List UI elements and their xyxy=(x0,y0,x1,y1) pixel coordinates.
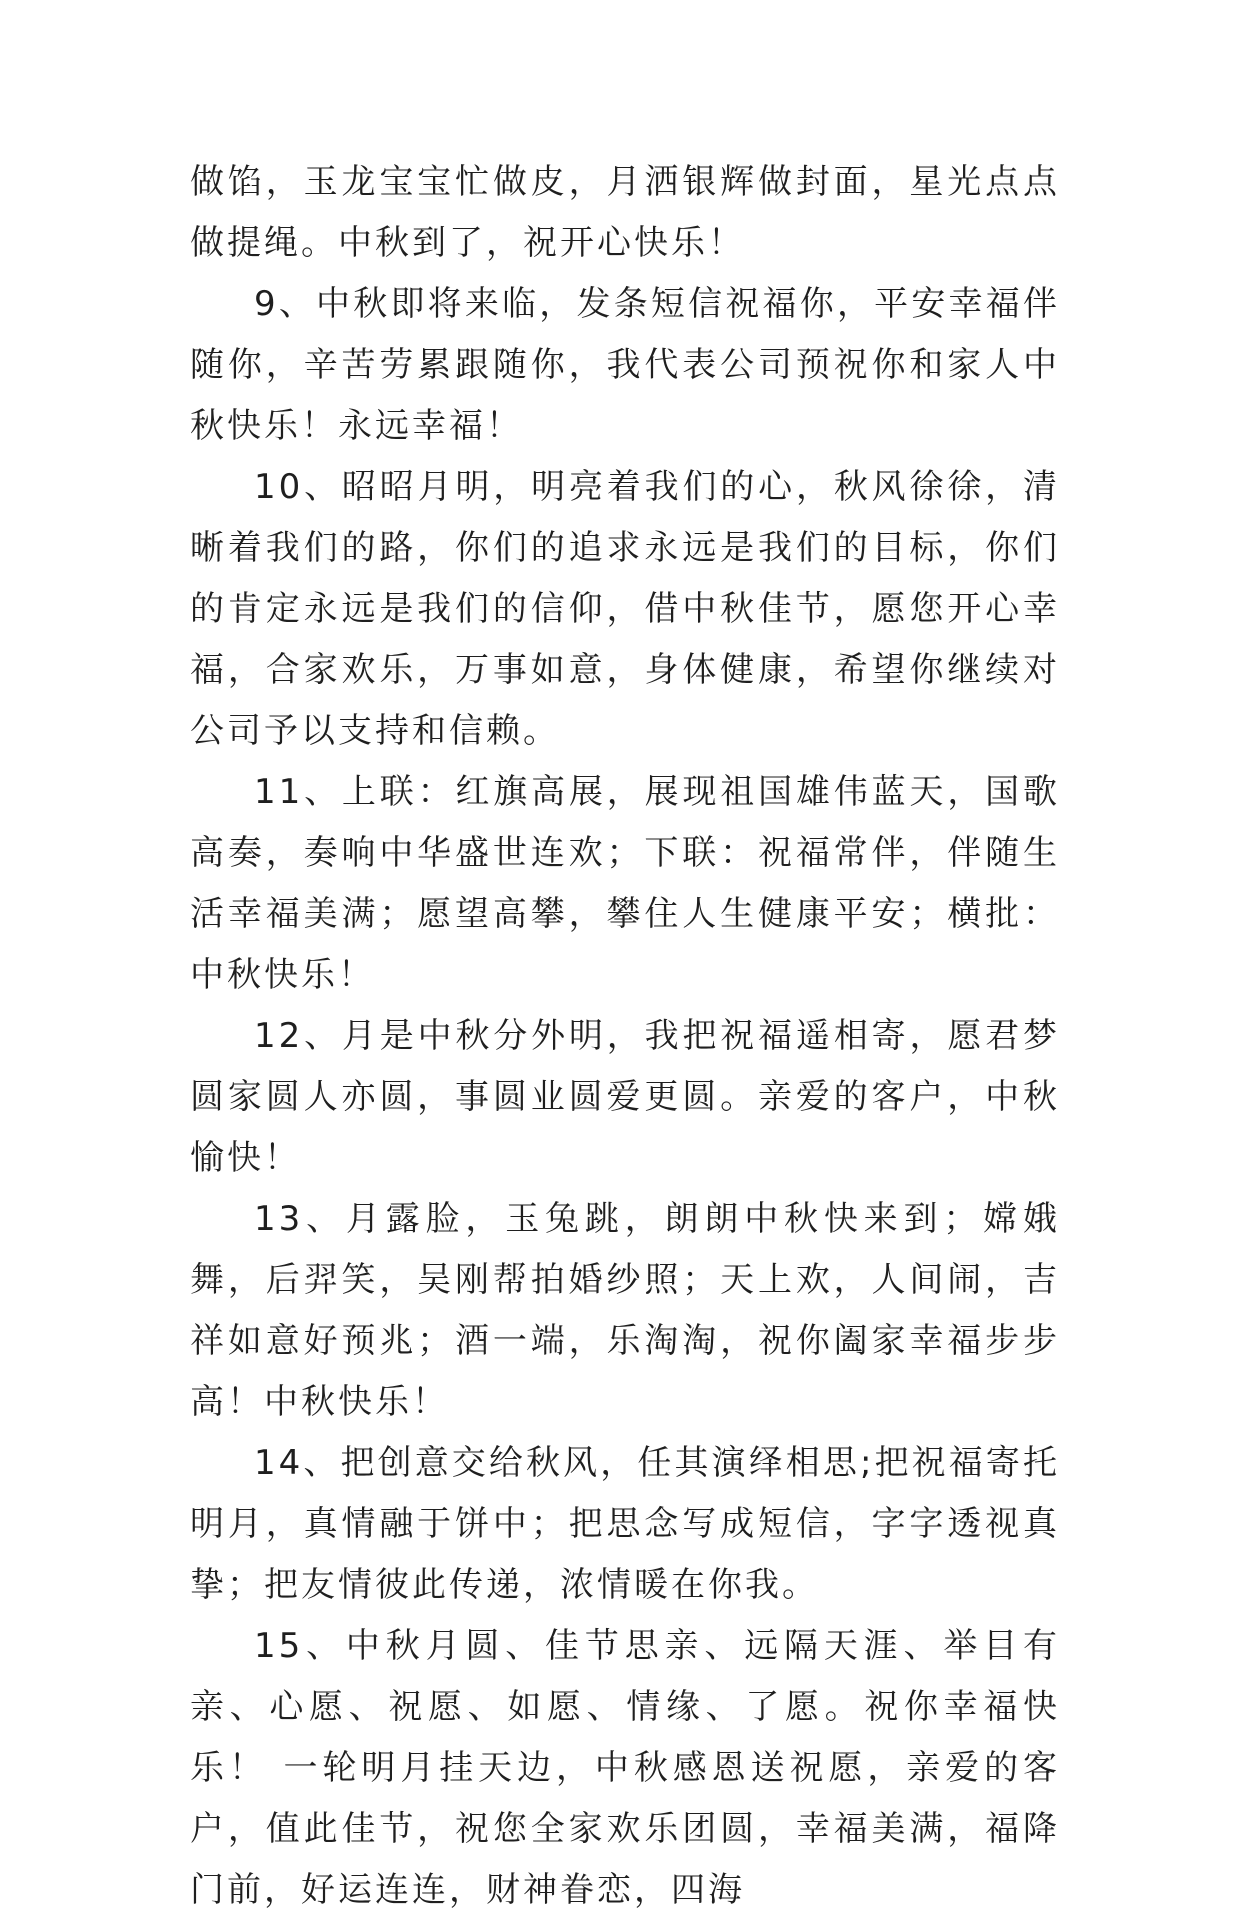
paragraph-13: 13、月露脸，玉兔跳，朗朗中秋快来到；嫦娥舞，后羿笑，吴刚帮拍婚纱照；天上欢，人间闹，吉祥如意好预兆；酒一端，乐淘淘，祝你阖家幸福步步高！中秋快乐！ xyxy=(190,1199,1060,1422)
paragraph-12: 12、月是中秋分外明，我把祝福遥相寄，愿君梦圆家圆人亦圆，事圆业圆爱更圆。亲爱的客户，中秋愉快！ xyxy=(190,1016,1060,1178)
paragraph-14: 14、把创意交给秋风，任其演绎相思;把祝福寄托明月，真情融于饼中；把思念写成短信，字字透视真挚；把友情彼此传递，浓情暖在你我。 xyxy=(190,1443,1060,1605)
paragraph-9: 9、中秋即将来临，发条短信祝福你，平安幸福伴随你，辛苦劳累跟随你，我代表公司预祝你和家人中秋快乐！永远幸福！ xyxy=(190,284,1060,446)
paragraph-11: 11、上联：红旗高展，展现祖国雄伟蓝天，国歌高奏，奏响中华盛世连欢；下联：祝福常伴，伴随生活幸福美满；愿望高攀，攀住人生健康平安；横批：中秋快乐！ xyxy=(190,772,1060,995)
paragraph-continued: 做馅，玉龙宝宝忙做皮，月洒银辉做封面，星光点点做提绳。中秋到了，祝开心快乐！ xyxy=(190,162,1060,263)
document-body xyxy=(190,152,1060,1921)
paragraph-10: 10、昭昭月明，明亮着我们的心，秋风徐徐，清晰着我们的路，你们的追求永远是我们的目标，你们的肯定永远是我们的信仰，借中秋佳节，愿您开心幸福，合家欢乐，万事如意，身体健康，希望你继续对公司予以支持和信赖。 xyxy=(190,467,1060,751)
paragraph-15: 15、中秋月圆、佳节思亲、远隔天涯、举目有亲、心愿、祝愿、如愿、情缘、了愿。祝你幸福快乐！ 一轮明月挂天边，中秋感恩送祝愿，亲爱的客户，值此佳节，祝您全家欢乐团圆，幸福美满，福降门前，好运连连，财神眷恋，四海 xyxy=(190,1626,1060,1910)
